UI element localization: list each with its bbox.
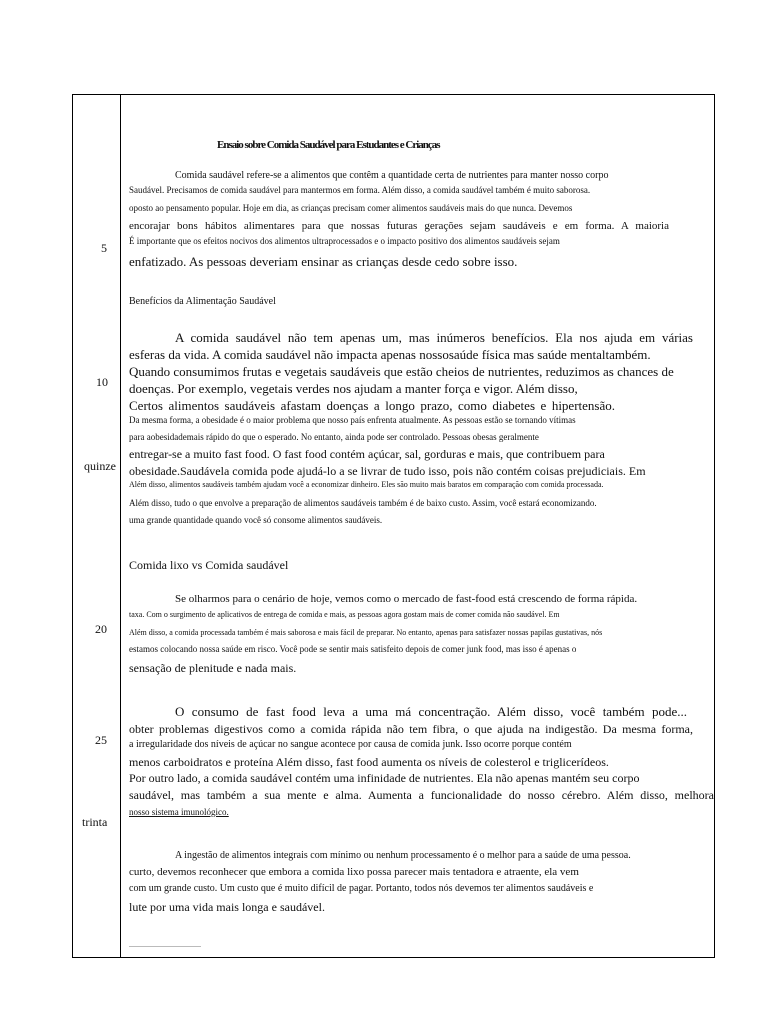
paragraph-4-line-4: menos carboidratos e proteína Além disso, fast food aumenta os níveis de colesterol e triglicerídeos. bbox=[129, 755, 609, 769]
paragraph-1-line-5: É importante que os efeitos nocivos dos alimentos ultraprocessados e o impacto positivo dos alimentos saudáveis sejam bbox=[129, 236, 560, 246]
paragraph-2-line-12: uma grande quantidade quando você só consome alimentos saudáveis. bbox=[129, 515, 383, 525]
paragraph-3-line-5: sensação de plenitude e nada mais. bbox=[129, 661, 297, 675]
paragraph-5-line-2: curto, devemos reconhecer que embora a comida lixo possa parecer mais tentadora e atraente, ela vem bbox=[129, 866, 579, 878]
section-heading-junk-vs-healthy: Comida lixo vs Comida saudável bbox=[129, 558, 289, 572]
paragraph-1-line-6: enfatizado. As pessoas deveriam ensinar as crianças desde cedo sobre isso. bbox=[129, 254, 518, 269]
paragraph-2-line-5: Certos alimentos saudáveis afastam doenças a longo prazo, como diabetes e hipertensão. bbox=[129, 398, 615, 413]
paragraph-2-line-10: Além disso, alimentos saudáveis também ajudam você a economizar dinheiro. Eles são muito mais baratos em comparação com comida processada. bbox=[129, 480, 604, 489]
line-number-10: 10 bbox=[96, 375, 108, 389]
paragraph-1-line-3: oposto ao pensamento popular. Hoje em dia, as crianças precisam comer alimentos saudáveis mais do que nunca. Devemos bbox=[129, 203, 573, 213]
paragraph-5-line-4: lute por uma vida mais longa e saudável. bbox=[129, 900, 325, 914]
essay-title: Ensaio sobre Comida Saudável para Estudantes e Crianças bbox=[217, 139, 440, 151]
paragraph-1-line-1: Comida saudável refere-se a alimentos que contêm a quantidade certa de nutrientes para manter nosso corpo bbox=[175, 170, 609, 181]
paragraph-3-line-2: taxa. Com o surgimento de aplicativos de entrega de comida e mais, as pessoas agora gostam mais de comer comida não saudável. Em bbox=[129, 610, 560, 619]
paragraph-3-line-1: Se olharmos para o cenário de hoje, vemos como o mercado de fast-food está crescendo de forma rápida. bbox=[175, 593, 638, 605]
line-number-30: trinta bbox=[82, 815, 108, 829]
section-heading-benefits: Benefícios da Alimentação Saudável bbox=[129, 296, 276, 307]
paragraph-3-line-4: estamos colocando nossa saúde em risco. Você pode se sentir mais satisfeito depois de comer junk food, mas isso é apenas o bbox=[129, 644, 577, 654]
line-number-25: 25 bbox=[95, 733, 107, 747]
paragraph-2-line-8: entregar-se a muito fast food. O fast food contém açúcar, sal, gorduras e mais, que contribuem para bbox=[129, 447, 605, 461]
paragraph-2-line-9: obesidade.Saudávela comida pode ajudá-lo a se livrar de tudo isso, pois não contém coisas prejudiciais. Em bbox=[129, 464, 646, 478]
paragraph-1-line-4: encorajar bons hábitos alimentares para que nossas futuras gerações sejam saudáveis e em forma. A maioria bbox=[129, 220, 669, 232]
line-number-5: 5 bbox=[101, 241, 107, 255]
paragraph-2-line-1: A comida saudável não tem apenas um, mas inúmeros benefícios. Ela nos ajuda em várias bbox=[175, 330, 693, 345]
paragraph-4-line-1: O consumo de fast food leva a uma má concentração. Além disso, você também pode... bbox=[175, 704, 687, 719]
paragraph-2-line-11: Além disso, tudo o que envolve a preparação de alimentos saudáveis também é de baixo custo. Assim, você estará economizando. bbox=[129, 498, 597, 508]
paragraph-4-line-2: obter problemas digestivos como a comida rápida não tem fibra, o que ajuda na indigestão. Da mesma forma, bbox=[129, 722, 693, 736]
paragraph-2-line-3: Quando consumimos frutas e vegetais saudáveis que estão cheios de nutrientes, reduzimos as chances de bbox=[129, 364, 674, 379]
paragraph-2-line-7: para aobesidademais rápido do que o esperado. No entanto, ainda pode ser controlado. Pessoas obesas geralmente bbox=[129, 432, 539, 442]
paragraph-2-line-4: doenças. Por exemplo, vegetais verdes nos ajudam a manter força e vigor. Além disso, bbox=[129, 381, 578, 396]
footer-rule bbox=[129, 946, 201, 947]
line-number-20: 20 bbox=[95, 622, 107, 636]
paragraph-5-line-1: A ingestão de alimentos integrais com mínimo ou nenhum processamento é o melhor para a saúde de uma pessoa. bbox=[175, 850, 631, 861]
paragraph-2-line-2: esferas da vida. A comida saudável não impacta apenas nossosaúde física mas saúde mentaltambém. bbox=[129, 347, 651, 362]
paragraph-5-line-3: com um grande custo. Um custo que é muito difícil de pagar. Portanto, todos nós devemos ter alimentos saudáveis e bbox=[129, 883, 594, 894]
paragraph-3-line-3: Além disso, a comida processada também é mais saborosa e mais fácil de preparar. No entanto, apenas para satisfazer nossas papilas gustativas, nós bbox=[129, 628, 603, 637]
paragraph-4-line-7: nosso sistema imunológico. bbox=[129, 807, 229, 817]
paragraph-2-line-6: Da mesma forma, a obesidade é o maior problema que nosso país enfrenta atualmente. As pessoas estão se tornando vítimas bbox=[129, 415, 576, 425]
paragraph-4-line-5: Por outro lado, a comida saudável contém uma infinidade de nutrientes. Ela não apenas mantém seu corpo bbox=[129, 771, 640, 785]
line-number-gutter-divider bbox=[120, 94, 121, 958]
line-number-15: quinze bbox=[84, 459, 116, 473]
paragraph-1-line-2: Saudável. Precisamos de comida saudável para mantermos em forma. Além disso, a comida saudável também é muito saborosa. bbox=[129, 185, 591, 195]
paragraph-4-line-3: a irregularidade dos níveis de açúcar no sangue acontece por causa de comida junk. Isso ocorre porque contém bbox=[129, 739, 572, 750]
paragraph-4-line-6: saudável, mas também a sua mente e alma. Aumenta a funcionalidade do nosso cérebro. Além disso, melhora bbox=[129, 788, 714, 802]
